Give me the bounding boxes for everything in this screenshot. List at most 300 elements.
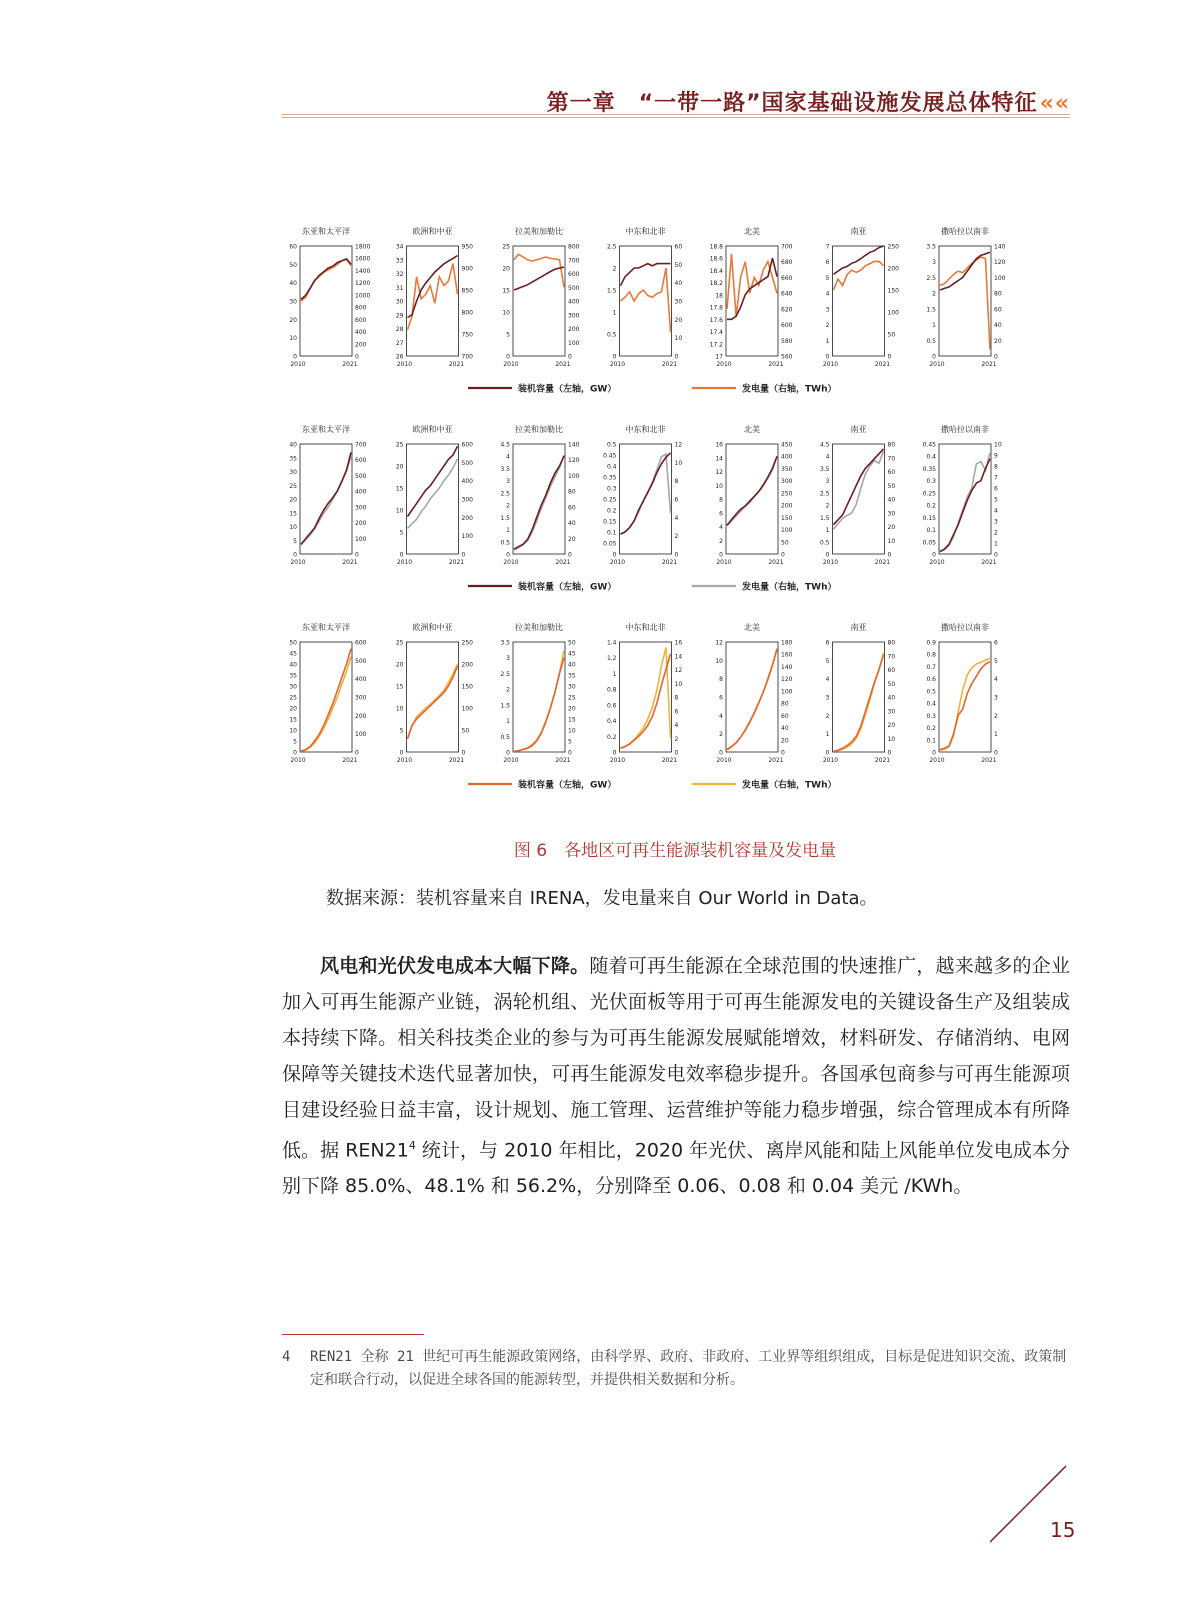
panel-title: 欧洲和中亚 [412, 623, 453, 632]
right-tick-label: 4 [994, 676, 998, 684]
left-tick-label: 15 [395, 485, 404, 493]
left-tick-label: 15 [395, 683, 404, 691]
right-tick-label: 0 [674, 551, 679, 559]
left-tick-label: 6 [719, 694, 723, 702]
right-tick-label: 4 [674, 722, 679, 729]
left-tick-label: 0.35 [922, 465, 936, 473]
generation-series-line [834, 261, 884, 290]
x-tick-label: 2021 [448, 757, 465, 764]
right-tick-label: 0 [674, 353, 679, 361]
left-tick-label: 2 [825, 502, 830, 510]
right-tick-label: 400 [781, 453, 793, 461]
plot-frame [407, 444, 459, 554]
right-tick-label: 600 [461, 441, 473, 449]
right-tick-label: 350 [781, 465, 793, 473]
right-tick-label: 80 [887, 639, 896, 647]
left-tick-label: 2 [719, 731, 723, 739]
legend-label: 发电量（右轴，TWh） [742, 582, 837, 593]
right-tick-label: 12 [674, 441, 683, 449]
legend-label: 发电量（右轴，TWh） [742, 384, 837, 395]
left-tick-label: 4 [719, 524, 723, 531]
right-tick-label: 80 [887, 441, 896, 449]
left-tick-label: 2 [825, 712, 830, 720]
left-tick-label: 6 [825, 259, 830, 267]
regional-renewables-figure [280, 200, 1070, 820]
panel-title: 拉美和加勒比 [515, 623, 563, 632]
x-tick-label: 2010 [716, 361, 732, 368]
right-tick-label: 0 [994, 353, 998, 361]
panel-2-2 [396, 424, 473, 566]
right-tick-label: 40 [887, 496, 896, 504]
left-tick-label: 25 [502, 243, 510, 251]
generation-series-line [940, 659, 990, 751]
left-tick-label: 3 [825, 306, 830, 314]
left-tick-label: 31 [395, 284, 404, 292]
right-tick-label: 60 [568, 504, 576, 512]
footnote-number: 4 [282, 1349, 291, 1365]
right-tick-label: 120 [568, 457, 580, 465]
left-tick-label: 0 [506, 749, 510, 757]
left-tick-label: 0.4 [926, 453, 936, 461]
left-tick-label: 0.05 [922, 539, 936, 547]
right-tick-label: 300 [781, 478, 793, 486]
right-tick-label: 200 [355, 712, 367, 720]
left-tick-label: 2.5 [819, 490, 830, 498]
legend-label: 装机容量（左轴，GW） [518, 582, 617, 593]
right-tick-label: 12 [674, 667, 683, 674]
right-tick-label: 140 [568, 441, 580, 449]
right-tick-label: 400 [461, 478, 473, 486]
left-tick-label: 0.15 [922, 514, 936, 522]
capacity-series-line [408, 446, 458, 516]
left-tick-label: 1 [506, 527, 510, 535]
left-tick-label: 8 [719, 496, 723, 504]
left-tick-label: 0.25 [603, 496, 617, 504]
left-tick-label: 2.5 [500, 490, 510, 498]
right-tick-label: 100 [781, 688, 793, 696]
right-tick-label: 150 [887, 287, 899, 295]
right-tick-label: 700 [461, 353, 473, 361]
left-tick-label: 45 [289, 650, 297, 658]
left-tick-label: 30 [289, 298, 297, 306]
left-tick-label: 0.8 [926, 651, 936, 659]
right-tick-label: 120 [781, 676, 793, 684]
paragraph-text-1: 随着可再生能源在全球范围的快速推广，越来越多的企业加入可再生能源产业链，涡轮机组、光伏面板等用于可再生能源发电的关键设备生产及组装成本持续下降。相关科技类企业的参与为可再生能源发展赋能增效，材料研发、存储消纳、电网保障等关键技术迭代显著加快，可再生能源发电效率稳步提升。各国承包商参与可再生能源项目建设经验日益丰富，设计规划、施工管理、运营维护等能力稳步增强，综合管理成本有所降低。据 REN21 [282, 955, 1070, 1162]
left-tick-label: 0 [612, 551, 617, 559]
left-tick-label: 0.4 [606, 463, 617, 471]
left-tick-label: 5 [293, 738, 297, 746]
panel-title: 南亚 [850, 425, 867, 434]
left-tick-label: 10 [395, 705, 404, 713]
x-tick-label: 2010 [822, 559, 839, 566]
left-tick-label: 25 [395, 441, 404, 449]
right-tick-label: 1 [994, 540, 998, 548]
left-tick-label: 18.4 [709, 267, 723, 275]
panel-2-1 [289, 424, 366, 566]
panel-2-6 [820, 424, 895, 566]
generation-series-line [301, 259, 351, 301]
right-tick-label: 500 [461, 459, 473, 467]
left-tick-label: 0.05 [603, 540, 617, 548]
x-tick-label: 2021 [981, 559, 997, 566]
left-tick-label: 3.5 [819, 465, 830, 473]
right-tick-label: 100 [461, 705, 473, 713]
right-tick-label: 180 [781, 639, 793, 647]
capacity-series-line [301, 452, 351, 544]
right-tick-label: 250 [887, 243, 899, 251]
generation-series-line [940, 453, 990, 552]
right-tick-label: 15 [568, 716, 576, 724]
right-tick-label: 3 [994, 518, 998, 526]
panel-1-3 [502, 226, 579, 368]
left-tick-label: 0.45 [603, 452, 617, 460]
left-tick-label: 17.6 [709, 316, 723, 324]
right-tick-label: 600 [355, 639, 367, 647]
generation-series-line [621, 648, 671, 749]
right-tick-label: 10 [674, 680, 683, 688]
right-tick-label: 140 [781, 663, 793, 671]
left-tick-label: 4 [719, 712, 723, 720]
left-tick-label: 17.4 [709, 329, 723, 337]
left-tick-label: 18.8 [709, 243, 723, 251]
x-tick-label: 2021 [768, 559, 784, 566]
x-tick-label: 2021 [661, 757, 678, 764]
left-tick-label: 10 [715, 657, 723, 665]
paragraph-lead: 风电和光伏发电成本大幅下降。 [320, 955, 590, 977]
generation-series-line [408, 664, 458, 739]
right-tick-label: 700 [355, 441, 367, 449]
panel-2-4 [603, 424, 682, 566]
panel-title: 南亚 [850, 227, 867, 236]
footnote-ref[interactable]: 4 [408, 1139, 416, 1152]
panel-title: 南亚 [850, 623, 867, 632]
x-tick-label: 2010 [716, 559, 732, 566]
left-tick-label: 10 [289, 335, 297, 343]
right-tick-label: 750 [461, 331, 473, 339]
panel-1-6 [823, 226, 899, 368]
left-tick-label: 0.9 [926, 639, 936, 647]
chart-row-2 [289, 424, 1001, 593]
left-tick-label: 33 [395, 257, 404, 265]
footnote-text: REN21 全称 21 世纪可再生能源政策网络，由科学界、政府、非政府、工业界等组织组成，目标是促进知识交流、政策制定和联合行动，以促进全球各国的能源转型，并提供相关数据和分析。 [310, 1349, 1067, 1388]
left-tick-label: 0 [506, 551, 510, 559]
left-tick-label: 25 [289, 482, 297, 490]
right-tick-label: 3 [994, 694, 998, 702]
right-tick-label: 0 [781, 551, 785, 559]
right-tick-label: 0 [994, 551, 998, 559]
right-tick-label: 0 [355, 353, 359, 361]
right-tick-label: 150 [781, 514, 793, 522]
right-tick-label: 10 [674, 459, 683, 467]
right-tick-label: 700 [781, 243, 793, 251]
left-tick-label: 30 [289, 469, 297, 476]
panel-3-2 [396, 622, 473, 764]
panel-title: 拉美和加勒比 [515, 425, 563, 434]
left-tick-label: 5 [399, 727, 404, 735]
generation-series-line [408, 459, 458, 529]
left-tick-label: 0.1 [926, 737, 936, 745]
right-tick-label: 1600 [355, 255, 371, 263]
right-tick-label: 4 [674, 514, 679, 522]
x-tick-label: 2021 [448, 361, 465, 368]
panel-title: 欧洲和中亚 [412, 227, 453, 236]
left-tick-label: 0 [612, 353, 617, 361]
x-tick-label: 2021 [768, 757, 784, 764]
left-tick-label: 0.4 [606, 718, 617, 726]
right-tick-label: 35 [568, 672, 576, 680]
right-tick-label: 2 [674, 735, 679, 743]
right-tick-label: 620 [781, 306, 793, 314]
legend-label: 装机容量（左轴，GW） [518, 780, 617, 791]
left-tick-label: 28 [395, 326, 404, 333]
capacity-series-line [621, 453, 671, 534]
right-tick-label: 160 [781, 651, 793, 659]
left-tick-label: 3.5 [500, 465, 510, 473]
left-tick-label: 3 [825, 478, 830, 486]
header-divider [282, 114, 1070, 118]
right-tick-label: 30 [674, 298, 683, 306]
right-tick-label: 600 [355, 316, 367, 324]
panel-2-7 [923, 424, 1002, 566]
right-tick-label: 14 [674, 653, 683, 661]
capacity-series-line [727, 456, 777, 525]
plot-frame [833, 642, 885, 752]
left-tick-label: 3.5 [926, 243, 936, 251]
right-tick-label: 50 [781, 539, 789, 547]
right-tick-label: 70 [887, 455, 896, 463]
left-tick-label: 17.2 [709, 341, 723, 349]
x-tick-label: 2010 [929, 757, 945, 764]
right-tick-label: 10 [674, 335, 683, 343]
right-tick-label: 0 [887, 353, 892, 361]
x-tick-label: 2010 [929, 361, 945, 368]
plot-frame [939, 246, 991, 356]
left-tick-label: 3 [825, 694, 830, 702]
chart-row-3 [289, 622, 998, 791]
left-tick-label: 0.6 [606, 702, 617, 710]
right-tick-label: 500 [355, 657, 367, 665]
right-tick-label: 600 [355, 457, 367, 465]
right-tick-label: 200 [355, 341, 367, 349]
right-tick-label: 6 [674, 496, 679, 504]
right-tick-label: 50 [568, 639, 576, 647]
capacity-series-line [514, 658, 564, 752]
plot-frame [407, 642, 459, 752]
left-tick-label: 0.2 [606, 507, 617, 515]
panel-1-2 [396, 226, 473, 368]
left-tick-label: 4.5 [819, 441, 830, 449]
generation-series-line [408, 264, 458, 330]
panel-title: 东亚和太平洋 [302, 425, 350, 434]
x-tick-label: 2021 [342, 757, 358, 764]
panel-title: 北美 [744, 425, 760, 434]
right-tick-label: 250 [461, 639, 473, 647]
left-tick-label: 0.25 [922, 490, 936, 498]
x-tick-label: 2010 [503, 361, 519, 368]
capacity-series-line [940, 662, 990, 750]
x-tick-label: 2021 [874, 361, 891, 368]
left-tick-label: 5 [825, 657, 830, 665]
x-tick-label: 2010 [396, 361, 413, 368]
left-tick-label: 2.5 [606, 243, 617, 251]
left-tick-label: 0.4 [926, 700, 936, 708]
x-tick-label: 2021 [874, 757, 891, 764]
left-tick-label: 2 [932, 290, 936, 298]
left-tick-label: 25 [395, 639, 404, 647]
right-tick-label: 800 [355, 304, 367, 312]
body-paragraph [282, 948, 1070, 1204]
right-tick-label: 0 [781, 749, 785, 757]
right-tick-label: 0 [568, 551, 572, 559]
left-tick-label: 30 [395, 298, 404, 306]
x-tick-label: 2010 [503, 559, 519, 566]
left-tick-label: 0.3 [926, 712, 936, 720]
right-tick-label: 0 [674, 749, 679, 757]
plot-frame [939, 444, 991, 554]
paragraph-text-2: 统计，与 2010 年相比，2020 年光伏、离岸风能和陆上风能单位发电成本分别下降 85.0%、48.1% 和 56.2%，分别降至 0.06、0.08 和 0.04 美元 /KWh。 [282, 1139, 1070, 1198]
right-tick-label: 6 [994, 639, 998, 647]
left-tick-label: 3.5 [500, 639, 510, 647]
chapter-header [282, 86, 1070, 117]
left-tick-label: 3 [506, 478, 510, 486]
right-tick-label: 20 [568, 705, 576, 713]
x-tick-label: 2010 [822, 361, 839, 368]
x-tick-label: 2010 [290, 361, 306, 368]
left-tick-label: 0.2 [606, 733, 617, 741]
right-tick-label: 600 [781, 322, 793, 330]
x-tick-label: 2021 [981, 361, 997, 368]
left-tick-label: 4 [825, 290, 830, 298]
left-tick-label: 0.3 [606, 485, 617, 493]
right-tick-label: 120 [994, 259, 1006, 267]
left-tick-label: 35 [289, 455, 297, 463]
left-tick-label: 0 [719, 749, 723, 757]
right-tick-label: 0 [568, 749, 572, 757]
left-tick-label: 20 [289, 705, 297, 713]
right-tick-label: 100 [461, 533, 473, 541]
panel-1-1 [289, 226, 370, 368]
right-tick-label: 640 [781, 290, 793, 298]
left-tick-label: 0.5 [819, 539, 830, 547]
right-tick-label: 300 [355, 694, 367, 702]
right-tick-label: 0 [887, 551, 892, 559]
right-tick-label: 700 [568, 257, 580, 265]
capacity-series-line [621, 654, 671, 748]
panel-title: 欧洲和中亚 [412, 425, 453, 434]
right-tick-label: 1800 [355, 243, 371, 251]
left-tick-label: 1.5 [500, 702, 510, 710]
right-tick-label: 20 [674, 316, 683, 324]
right-tick-label: 400 [355, 329, 367, 337]
right-tick-label: 300 [355, 504, 367, 512]
right-tick-label: 8 [994, 463, 998, 471]
right-tick-label: 560 [781, 353, 793, 361]
capacity-series-line [514, 456, 564, 549]
panel-title: 东亚和太平洋 [302, 623, 350, 632]
left-tick-label: 2 [719, 537, 723, 545]
right-tick-label: 950 [461, 243, 473, 251]
left-tick-label: 0 [932, 353, 936, 361]
left-tick-label: 15 [289, 510, 297, 518]
right-tick-label: 30 [887, 708, 896, 716]
figure-caption: 图 6 各地区可再生能源装机容量及发电量 [513, 841, 837, 861]
right-tick-label: 5 [994, 657, 998, 665]
x-tick-label: 2021 [555, 559, 571, 566]
right-tick-label: 250 [781, 490, 793, 498]
right-tick-label: 140 [994, 243, 1006, 251]
panel-3-5 [715, 622, 792, 764]
right-tick-label: 1000 [355, 292, 371, 300]
left-tick-label: 0 [293, 353, 297, 361]
plot-frame [620, 246, 672, 356]
left-tick-label: 1 [932, 322, 936, 330]
x-tick-label: 2010 [290, 559, 306, 566]
right-tick-label: 100 [568, 339, 580, 347]
left-tick-label: 15 [289, 716, 297, 724]
right-tick-label: 5 [994, 496, 998, 504]
left-tick-label: 6 [719, 510, 723, 518]
left-tick-label: 10 [289, 524, 297, 531]
left-tick-label: 32 [395, 271, 404, 278]
panel-1-7 [926, 226, 1005, 368]
right-tick-label: 60 [887, 667, 896, 674]
left-tick-label: 1.2 [606, 655, 617, 663]
plot-frame [833, 246, 885, 356]
left-tick-label: 30 [289, 683, 297, 691]
capacity-series-line [834, 655, 884, 751]
x-tick-label: 2021 [661, 361, 678, 368]
generation-series-line [621, 268, 671, 332]
generation-series-line [514, 254, 564, 287]
right-tick-label: 50 [887, 331, 896, 339]
right-tick-label: 50 [887, 482, 896, 490]
right-tick-label: 100 [568, 472, 580, 480]
right-tick-label: 1200 [355, 280, 371, 288]
panel-2-3 [500, 424, 579, 566]
left-tick-label: 12 [715, 639, 723, 647]
generation-series-line [727, 254, 777, 317]
right-tick-label: 0 [355, 749, 359, 757]
left-tick-label: 20 [395, 661, 404, 669]
capacity-series-line [301, 649, 351, 751]
left-tick-label: 1 [612, 670, 617, 678]
left-tick-label: 0 [293, 551, 297, 559]
x-tick-label: 2010 [609, 757, 626, 764]
left-tick-label: 20 [289, 496, 297, 504]
panel-1-4 [607, 226, 682, 368]
left-tick-label: 0.1 [606, 529, 617, 537]
capacity-series-line [408, 666, 458, 739]
right-tick-label: 800 [461, 309, 473, 317]
left-tick-label: 0 [825, 353, 830, 361]
x-tick-label: 2021 [768, 361, 784, 368]
left-tick-label: 7 [825, 243, 830, 251]
left-tick-label: 6 [825, 639, 830, 647]
generation-series-line [940, 257, 990, 350]
left-tick-label: 17.8 [709, 304, 723, 312]
right-tick-label: 660 [781, 274, 793, 282]
right-tick-label: 150 [461, 683, 473, 691]
panel-1-5 [710, 226, 793, 368]
right-tick-label: 7 [994, 474, 998, 482]
right-tick-label: 200 [781, 502, 793, 510]
left-tick-label: 14 [715, 455, 723, 463]
right-tick-label: 45 [568, 650, 576, 658]
x-tick-label: 2021 [342, 559, 358, 566]
right-tick-label: 500 [568, 284, 580, 292]
left-tick-label: 0.2 [926, 502, 936, 510]
right-tick-label: 40 [568, 520, 576, 528]
